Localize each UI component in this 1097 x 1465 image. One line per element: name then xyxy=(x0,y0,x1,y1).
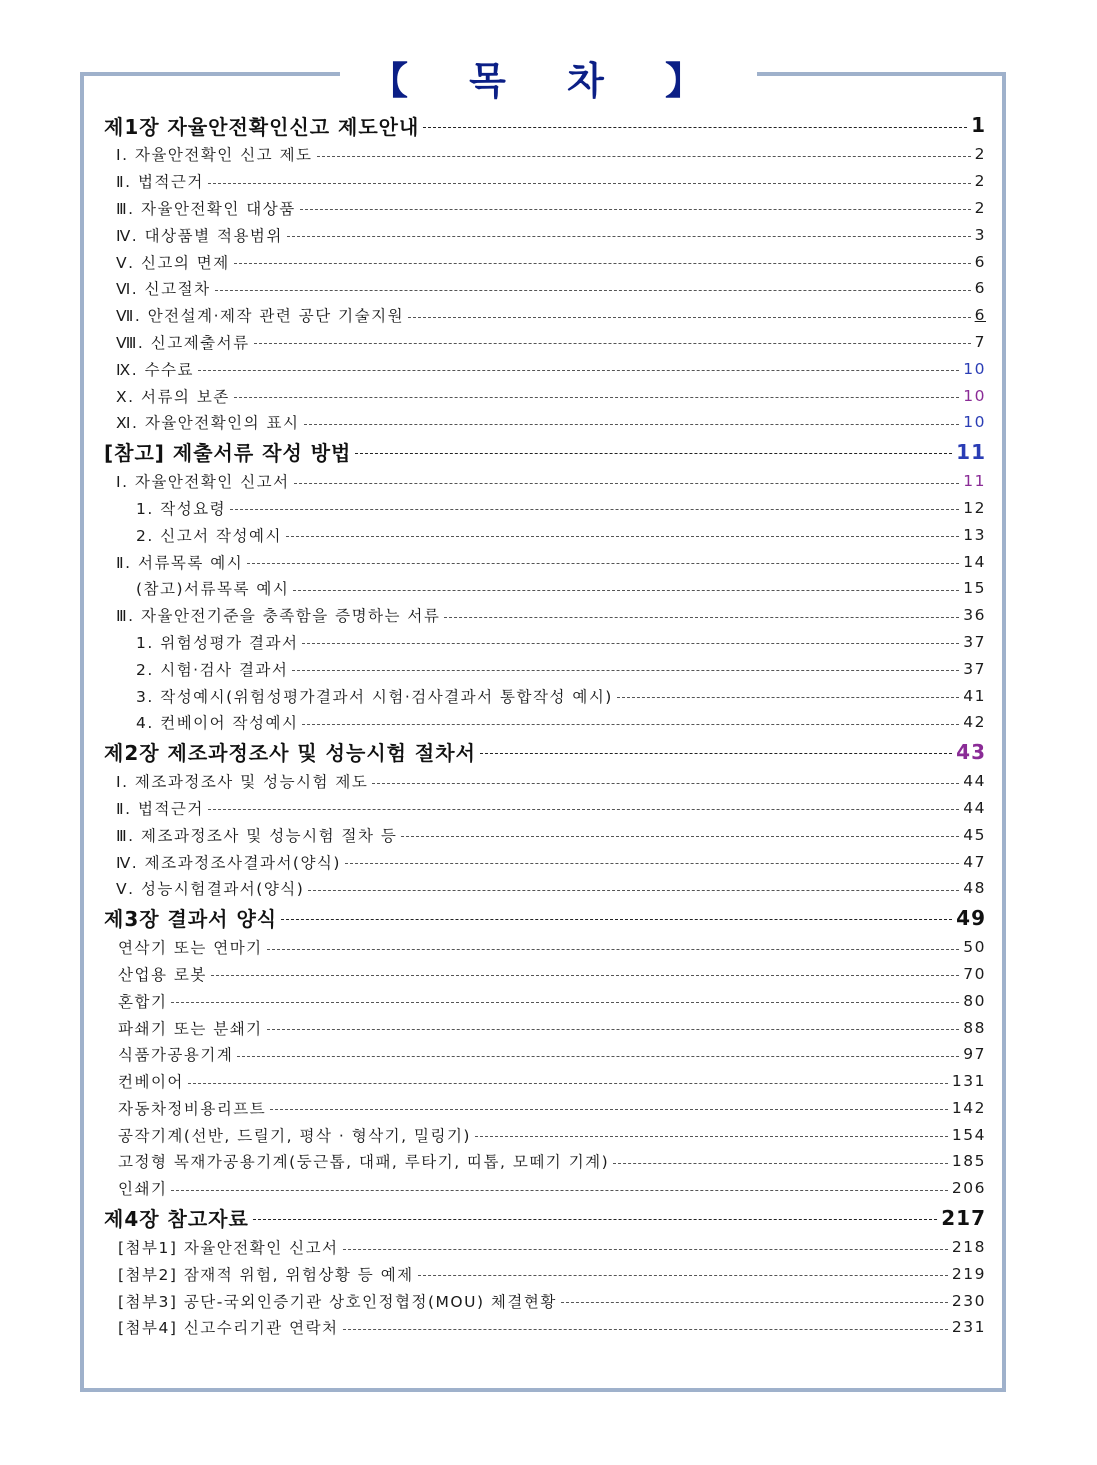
page-number: 70 xyxy=(963,964,986,983)
toc-entry[interactable] xyxy=(104,768,986,795)
table-of-contents xyxy=(104,109,986,1341)
page-number: 37 xyxy=(963,659,986,678)
page-number: 219 xyxy=(951,1264,986,1283)
dot-leader xyxy=(418,1275,948,1276)
dot-leader xyxy=(561,1302,948,1303)
toc-entry[interactable] xyxy=(104,221,986,248)
dot-leader xyxy=(254,343,971,344)
dot-leader xyxy=(317,156,971,157)
page-number: 12 xyxy=(963,498,986,517)
dot-leader xyxy=(372,783,959,784)
page-number: 97 xyxy=(963,1045,986,1064)
entry-title: Ⅷ. 신고제출서류 xyxy=(116,333,250,352)
page-number: 7 xyxy=(974,332,986,351)
page-number: 6 xyxy=(974,279,986,298)
toc-entry[interactable] xyxy=(104,248,986,275)
entry-title: Ⅴ. 성능시험결과서(양식) xyxy=(116,880,305,899)
page-number: 49 xyxy=(956,905,986,930)
entry-title: Ⅱ. 서류목록 예시 xyxy=(116,553,244,572)
toc-entry[interactable] xyxy=(104,275,986,302)
dot-leader xyxy=(401,836,959,837)
toc-entry[interactable] xyxy=(104,382,986,409)
dot-leader xyxy=(281,919,952,920)
page-number: 185 xyxy=(951,1152,986,1171)
page-number: 131 xyxy=(951,1072,986,1091)
entry-title: (참고)서류목록 예시 xyxy=(136,580,290,599)
toc-entry[interactable] xyxy=(104,302,986,329)
chapter-title: 제4장 참고자료 xyxy=(104,1207,249,1232)
dot-leader xyxy=(480,753,952,754)
page-number: 142 xyxy=(951,1098,986,1117)
dot-leader xyxy=(208,809,959,810)
toc-entry[interactable] xyxy=(104,1234,986,1261)
toc-entry[interactable] xyxy=(104,495,986,522)
page-number: 80 xyxy=(963,991,986,1010)
dot-leader xyxy=(188,1083,948,1084)
entry-title: Ⅴ. 신고의 면제 xyxy=(116,253,230,272)
dot-leader xyxy=(247,563,959,564)
toc-entry[interactable] xyxy=(104,141,986,168)
toc-entry[interactable] xyxy=(104,1014,986,1041)
entry-title: 1. 위험성평가 결과서 xyxy=(136,633,299,652)
page-number: 6 xyxy=(974,252,986,271)
toc-entry[interactable] xyxy=(104,1148,986,1175)
entry-title: Ⅱ. 법적근거 xyxy=(116,799,204,818)
entry-title: Ⅳ. 제조과정조사결과서(양식) xyxy=(116,853,341,872)
dot-leader xyxy=(475,1136,948,1137)
page-number: 10 xyxy=(963,413,986,432)
page-number: 2 xyxy=(974,198,986,217)
page-number: 206 xyxy=(951,1179,986,1198)
entry-title: 2. 시험·검사 결과서 xyxy=(136,660,289,679)
toc-entry[interactable] xyxy=(104,1121,986,1148)
toc-entry[interactable] xyxy=(104,548,986,575)
toc-entry[interactable] xyxy=(104,521,986,548)
page-number: 48 xyxy=(963,879,986,898)
dot-leader xyxy=(302,643,959,644)
dot-leader xyxy=(294,483,960,484)
entry-title: Ⅰ. 자율안전확인 신고서 xyxy=(116,473,290,492)
toc-entry[interactable] xyxy=(104,795,986,822)
toc-entry[interactable] xyxy=(104,195,986,222)
toc-entry[interactable] xyxy=(104,168,986,195)
toc-entry[interactable] xyxy=(104,1068,986,1095)
dot-leader xyxy=(293,590,959,591)
dot-leader xyxy=(208,183,971,184)
chapter-title: 제3장 결과서 양식 xyxy=(104,907,278,932)
dot-leader xyxy=(617,697,959,698)
entry-title: 2. 신고서 작성예시 xyxy=(136,526,282,545)
entry-title: 혼합기 xyxy=(118,992,168,1011)
entry-title: 인쇄기 xyxy=(118,1180,168,1199)
entry-title: 식품가공용기계 xyxy=(118,1046,234,1065)
page-number: 43 xyxy=(956,739,986,764)
dot-leader xyxy=(300,209,971,210)
toc-entry[interactable] xyxy=(104,934,986,961)
page-title: 【 목 차 】 xyxy=(340,50,757,105)
toc-entry[interactable] xyxy=(104,961,986,988)
dot-leader xyxy=(613,1163,948,1164)
toc-entry[interactable] xyxy=(104,329,986,356)
toc-entry[interactable] xyxy=(104,468,986,495)
entry-title: 3. 작성예시(위험성평가결과서 시험·검사결과서 통합작성 예시) xyxy=(136,687,613,706)
entry-title: [첨부4] 신고수리기관 연락처 xyxy=(118,1319,339,1338)
chapter-title: [참고] 제출서류 작성 방법 xyxy=(104,441,352,466)
entry-title: Ⅰ. 자율안전확인 신고 제도 xyxy=(116,146,313,165)
page-number: 230 xyxy=(951,1291,986,1310)
entry-title: 컨베이어 xyxy=(118,1073,184,1092)
entry-title: Ⅰ. 제조과정조사 및 성능시험 제도 xyxy=(116,773,369,792)
toc-entry[interactable] xyxy=(104,655,986,682)
toc-entry[interactable] xyxy=(104,409,986,436)
page-number: 2 xyxy=(974,145,986,164)
page-number: 14 xyxy=(963,552,986,571)
dot-leader xyxy=(286,536,959,537)
entry-title: 4. 컨베이어 작성예시 xyxy=(136,714,299,733)
page-number: 13 xyxy=(963,525,986,544)
page-number: 44 xyxy=(963,798,986,817)
toc-entry[interactable] xyxy=(104,821,986,848)
dot-leader xyxy=(267,949,960,950)
toc-entry[interactable] xyxy=(104,602,986,629)
page-number: 50 xyxy=(963,938,986,957)
entry-title: Ⅳ. 대상품별 적용범위 xyxy=(116,226,283,245)
entry-title: Ⅺ. 자율안전확인의 표시 xyxy=(116,414,300,433)
dot-leader xyxy=(171,1190,947,1191)
dot-leader xyxy=(253,1219,937,1220)
dot-leader xyxy=(270,1109,948,1110)
dot-leader xyxy=(292,670,959,671)
toc-entry[interactable] xyxy=(104,682,986,709)
entry-title: [첨부1] 자율안전확인 신고서 xyxy=(118,1239,339,1258)
toc-entry[interactable] xyxy=(104,1287,986,1314)
entry-title: Ⅹ. 서류의 보존 xyxy=(116,387,230,406)
page-number: 47 xyxy=(963,852,986,871)
page-number: 3 xyxy=(974,225,986,244)
entry-title: 공작기계(선반, 드릴기, 평삭 · 형삭기, 밀링기) xyxy=(118,1126,471,1145)
entry-title: Ⅵ. 신고절차 xyxy=(116,280,211,299)
dot-leader xyxy=(302,724,959,725)
entry-title: 연삭기 또는 연마기 xyxy=(118,939,263,958)
page-number: 217 xyxy=(941,1205,986,1230)
dot-leader xyxy=(237,1056,959,1057)
entry-title: 고정형 목재가공용기계(둥근톱, 대패, 루타기, 띠톱, 모떼기 기계) xyxy=(118,1153,610,1172)
page-number: 15 xyxy=(963,579,986,598)
dot-leader xyxy=(171,1002,959,1003)
dot-leader xyxy=(423,127,967,128)
toc-entry[interactable] xyxy=(104,1175,986,1202)
page-number: 45 xyxy=(963,825,986,844)
entry-title: Ⅸ. 수수료 xyxy=(116,360,194,379)
entry-title: Ⅶ. 안전설계·제작 관련 공단 기술지원 xyxy=(116,307,405,326)
entry-title: 파쇄기 또는 분쇄기 xyxy=(118,1019,263,1038)
page-number: 11 xyxy=(956,439,986,464)
page-number: 44 xyxy=(963,772,986,791)
dot-leader xyxy=(234,263,971,264)
entry-title: Ⅲ. 자율안전기준을 충족함을 증명하는 서류 xyxy=(116,607,441,626)
toc-entry[interactable] xyxy=(104,987,986,1014)
toc-entry[interactable] xyxy=(104,709,986,736)
dot-leader xyxy=(444,617,959,618)
toc-entry[interactable] xyxy=(104,1095,986,1122)
toc-entry[interactable] xyxy=(104,848,986,875)
dot-leader xyxy=(267,1029,960,1030)
toc-chapter[interactable] xyxy=(104,1202,986,1234)
entry-title: Ⅲ. 제조과정조사 및 성능시험 절차 등 xyxy=(116,826,398,845)
dot-leader xyxy=(230,509,959,510)
toc-chapter[interactable] xyxy=(104,736,986,768)
chapter-title: 제1장 자율안전확인신고 제도안내 xyxy=(104,114,420,139)
page-number: 1 xyxy=(971,113,986,137)
toc-entry[interactable] xyxy=(104,1314,986,1341)
entry-title: Ⅱ. 법적근거 xyxy=(116,173,204,192)
page-number: 6 xyxy=(974,306,986,325)
dot-leader xyxy=(343,1249,948,1250)
page-number: 154 xyxy=(951,1125,986,1144)
toc-entry[interactable] xyxy=(104,1260,986,1287)
page-number: 88 xyxy=(963,1018,986,1037)
chapter-title: 제2장 제조과정조사 및 성능시험 절차서 xyxy=(104,741,476,766)
page-number: 231 xyxy=(951,1318,986,1337)
page-number: 42 xyxy=(963,713,986,732)
page-number: 41 xyxy=(963,686,986,705)
entry-title: 1. 작성요령 xyxy=(136,499,227,518)
entry-title: Ⅲ. 자율안전확인 대상품 xyxy=(116,199,296,218)
dot-leader xyxy=(198,370,959,371)
entry-title: 산업용 로봇 xyxy=(118,965,207,984)
page-number: 10 xyxy=(963,386,986,405)
page-number: 37 xyxy=(963,632,986,651)
toc-entry[interactable] xyxy=(104,355,986,382)
page-number: 10 xyxy=(963,359,986,378)
toc-entry[interactable] xyxy=(104,875,986,902)
page-number: 11 xyxy=(963,472,986,491)
dot-leader xyxy=(408,317,971,318)
toc-chapter[interactable] xyxy=(104,109,986,141)
dot-leader xyxy=(308,890,959,891)
title-wrap xyxy=(0,50,1097,105)
dot-leader xyxy=(345,863,959,864)
toc-chapter[interactable] xyxy=(104,436,986,468)
entry-title: 자동차정비용리프트 xyxy=(118,1099,267,1118)
dot-leader xyxy=(215,290,971,291)
entry-title: [첨부3] 공단-국외인증기관 상호인정협정(MOU) 체결현황 xyxy=(118,1292,557,1311)
page-number: 218 xyxy=(951,1238,986,1257)
entry-title: [첨부2] 잠재적 위험, 위험상황 등 예제 xyxy=(118,1265,414,1284)
toc-chapter[interactable] xyxy=(104,902,986,934)
page-number: 2 xyxy=(974,172,986,191)
dot-leader xyxy=(287,236,971,237)
dot-leader xyxy=(211,975,959,976)
toc-entry[interactable] xyxy=(104,629,986,656)
dot-leader xyxy=(234,397,960,398)
dot-leader xyxy=(343,1329,948,1330)
toc-entry[interactable] xyxy=(104,1041,986,1068)
dot-leader xyxy=(355,453,952,454)
toc-entry[interactable] xyxy=(104,575,986,602)
page-number: 36 xyxy=(963,606,986,625)
dot-leader xyxy=(304,424,960,425)
